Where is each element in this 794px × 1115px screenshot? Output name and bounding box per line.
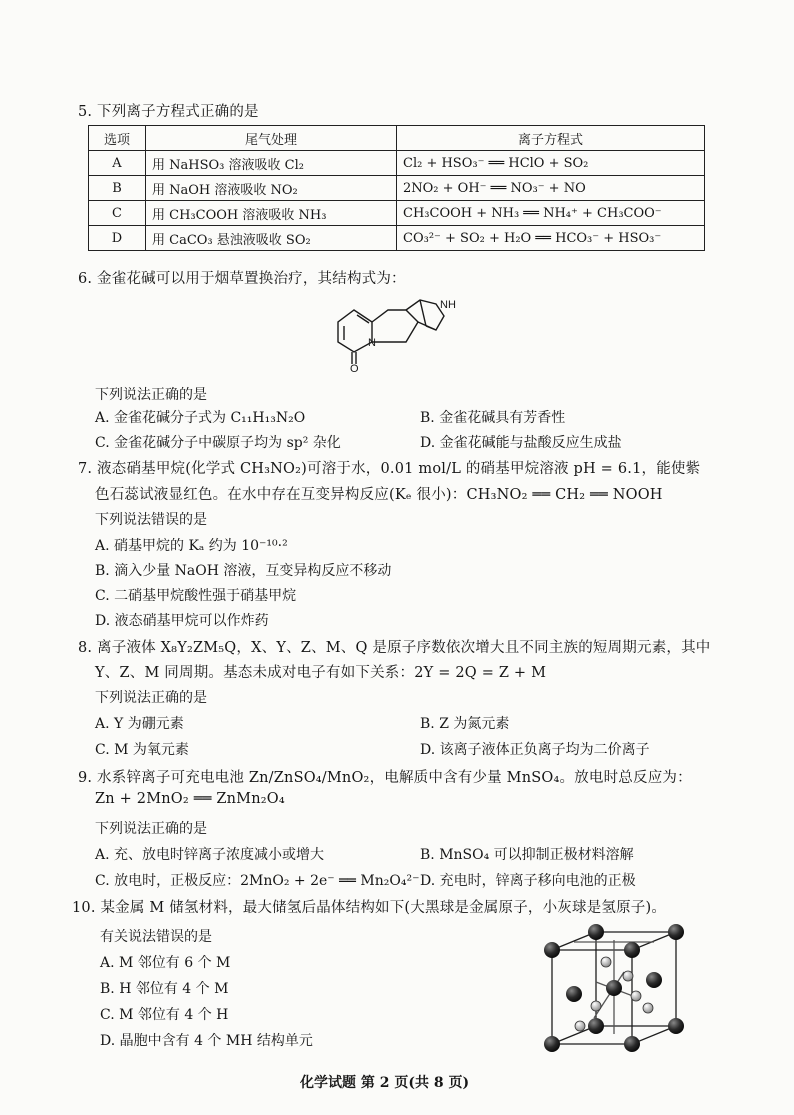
q7-line-2: 色石蕊试液显红色。在水中存在互变异构反应(Kₑ 很小)：CH₃NO₂ ══ CH₂ ══ NOOH [95,487,663,503]
row-equation: CH₃COOH + NH₃ ══ NH₄⁺ + CH₃COO⁻ [397,201,705,226]
q10-prompt: 有关说法错误的是 [100,929,212,945]
q7-option-c: C. 二硝基甲烷酸性强于硝基甲烷 [95,588,297,604]
q10-option-b: B. H 邻位有 4 个 M [100,981,229,997]
table-row [89,226,705,251]
row-equation: 2NO₂ + OH⁻ ══ NO₃⁻ + NO [397,176,705,201]
q8-option-a: A. Y 为硼元素 [95,716,184,732]
header-option: 选项 [89,126,146,151]
q9-line-2: Zn + 2MnO₂ ══ ZnMn₂O₄ [95,791,285,807]
q9-option-a: A. 充、放电时锌离子浓度减小或增大 [95,847,325,863]
row-treatment: 用 CH₃COOH 溶液吸收 NH₃ [146,201,397,226]
table-row [89,176,705,201]
q6-option-a: A. 金雀花碱分子式为 C₁₁H₁₃N₂O [95,410,306,426]
q7-line-1: 7. 液态硝基甲烷(化学式 CH₃NO₂)可溶于水，0.01 mol/L 的硝基甲烷溶液 pH = 6.1，能使紫 [78,461,701,477]
q6-stem: 6. 金雀花碱可以用于烟草置换治疗，其结构式为： [78,271,406,287]
q7-option-a: A. 硝基甲烷的 Kₐ 约为 10⁻¹⁰·² [95,538,288,554]
row-treatment: 用 NaHSO₃ 溶液吸收 Cl₂ [146,151,397,176]
q8-option-b: B. Z 为氮元素 [420,716,510,732]
row-treatment: 用 CaCO₃ 悬浊液吸收 SO₂ [146,226,397,251]
q10-option-a: A. M 邻位有 6 个 M [100,955,231,971]
header-equation: 离子方程式 [397,126,705,151]
q9-line-1: 9. 水系锌离子可充电电池 Zn/ZnSO₄/MnO₂，电解质中含有少量 MnSO₄。放电时总反应为： [78,770,692,786]
q7-option-d: D. 液态硝基甲烷可以作炸药 [95,613,269,629]
q10-option-c: C. M 邻位有 4 个 H [100,1007,229,1023]
q9-option-d: D. 充电时，锌离子移向电池的正极 [420,873,636,889]
q6-option-b: B. 金雀花碱具有芳香性 [420,410,566,426]
q10-option-d: D. 晶胞中含有 4 个 MH 结构单元 [100,1033,313,1049]
row-option: D [89,226,146,251]
header-treatment: 尾气处理 [146,126,397,151]
q6-prompt: 下列说法正确的是 [95,387,207,403]
ion-equation-table [88,125,705,251]
struct-n-label: N [368,337,376,349]
q8-option-d: D. 该离子液体正负离子均为二价离子 [420,742,650,758]
row-equation: CO₃²⁻ + SO₂ + H₂O ══ HCO₃⁻ + HSO₃⁻ [397,226,705,251]
q8-prompt: 下列说法正确的是 [95,690,207,706]
q8-line-2: Y、Z、M 同周期。基态未成对电子有如下关系：2Y = 2Q = Z + M [95,665,547,681]
row-treatment: 用 NaOH 溶液吸收 NO₂ [146,176,397,201]
crystal-cell-diagram [536,922,696,1064]
q7-prompt: 下列说法错误的是 [95,512,207,528]
structure-bonds [338,300,444,364]
row-option: B [89,176,146,201]
q6-option-d: D. 金雀花碱能与盐酸反应生成盐 [420,435,622,451]
struct-o-label: O [350,363,359,372]
page-footer: 化学试题 第 2 页(共 8 页) [300,1075,470,1091]
table-header-row [89,126,705,151]
q10-line-1: 10. 某金属 M 储氢材料，最大储氢后晶体结构如下(大黑球是金属原子，小灰球是氢原子)。 [72,900,667,916]
row-option: A [89,151,146,176]
q9-option-b: B. MnSO₄ 可以抑制正极材料溶解 [420,847,634,863]
q5-stem: 5. 下列离子方程式正确的是 [78,104,259,120]
table-row [89,201,705,226]
struct-nh-label: NH [440,299,456,311]
q8-line-1: 8. 离子液体 X₈Y₂ZM₅Q，X、Y、Z、M、Q 是原子序数依次增大且不同主族的短周期元素，其中 [78,640,711,656]
row-equation: Cl₂ + HSO₃⁻ ══ HClO + SO₂ [397,151,705,176]
table-row [89,151,705,176]
q7-option-b: B. 滴入少量 NaOH 溶液，互变异构反应不移动 [95,563,392,579]
row-option: C [89,201,146,226]
q8-option-c: C. M 为氧元素 [95,742,189,758]
q9-option-c: C. 放电时，正极反应：2MnO₂ + 2e⁻ ══ Mn₂O₄²⁻ [95,873,420,889]
q6-option-c: C. 金雀花碱分子中碳原子均为 sp² 杂化 [95,435,341,451]
q9-prompt: 下列说法正确的是 [95,821,207,837]
cytisine-structure [330,286,480,372]
